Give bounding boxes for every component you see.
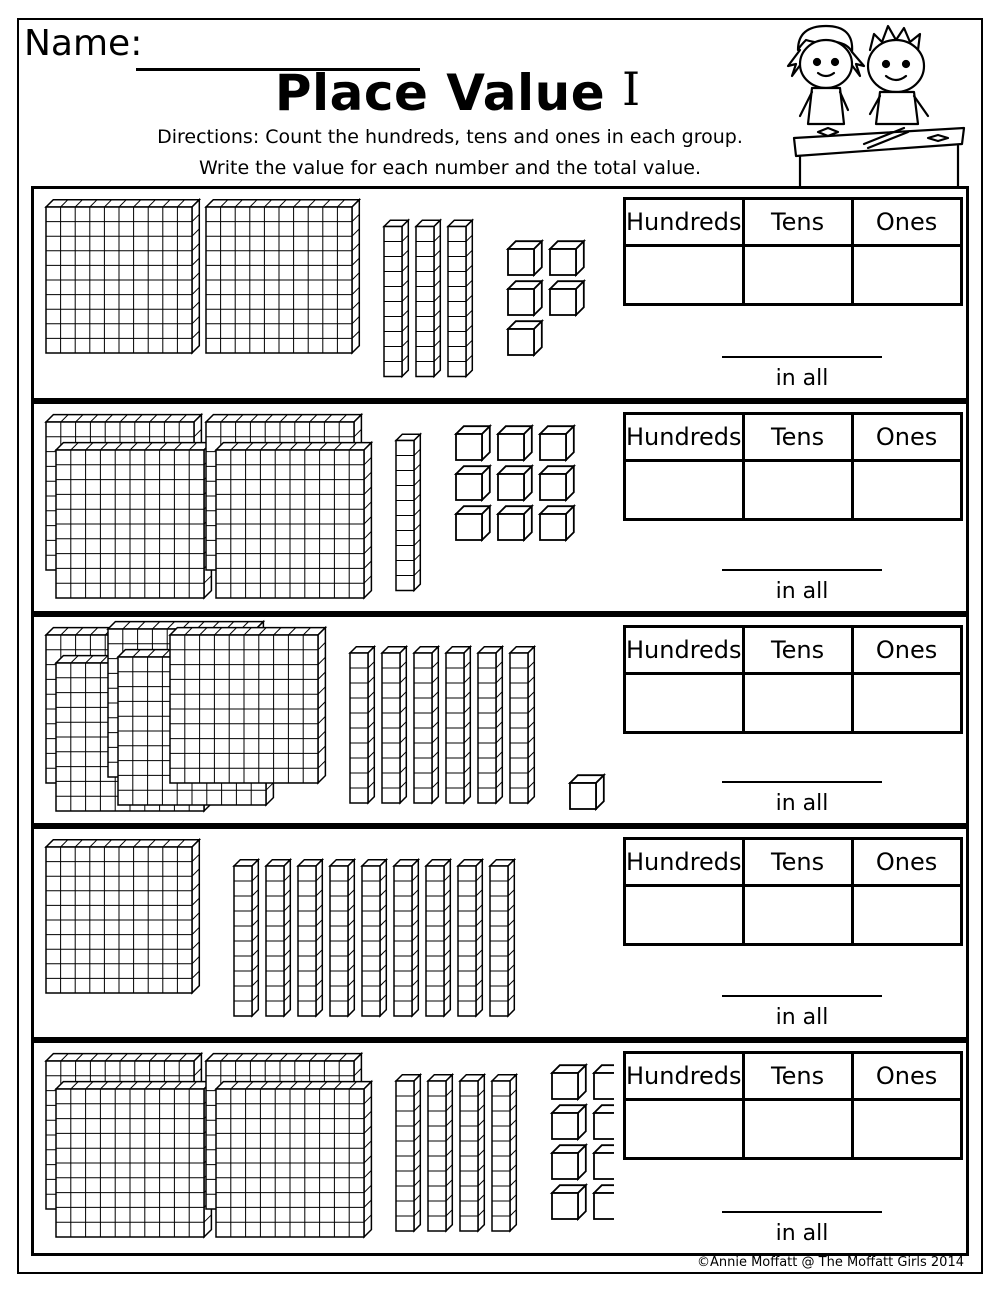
in-all-label: in all — [775, 366, 829, 391]
column-header-ones: Ones — [852, 199, 961, 246]
one-cube — [594, 1065, 614, 1099]
one-cube — [594, 1105, 614, 1139]
place-value-group — [31, 186, 969, 401]
hundreds-answer-cell[interactable] — [625, 1100, 744, 1159]
ten-rod — [460, 1075, 484, 1231]
one-cube — [594, 1185, 614, 1219]
page-title: Place Value — [274, 64, 606, 122]
place-value-table — [623, 625, 963, 734]
ten-rod — [384, 220, 408, 376]
one-cube — [594, 1145, 614, 1179]
hundreds-answer-cell[interactable] — [625, 886, 744, 945]
one-cube — [540, 466, 574, 500]
place-value-table — [623, 412, 963, 521]
hundred-flat — [206, 200, 359, 353]
hundreds-answer-cell[interactable] — [625, 674, 744, 733]
hundred-flat — [56, 443, 211, 598]
hundred-flat — [216, 443, 371, 598]
ones-answer-cell[interactable] — [852, 1100, 961, 1159]
one-cube — [550, 241, 584, 275]
one-cube — [570, 775, 604, 809]
column-header-ones: Ones — [852, 414, 961, 461]
place-value-group — [31, 826, 969, 1040]
column-header-ones: Ones — [852, 839, 961, 886]
ten-rod — [416, 220, 440, 376]
ones-answer-cell[interactable] — [852, 461, 961, 520]
one-cube — [456, 466, 490, 500]
tens-answer-cell[interactable] — [743, 674, 852, 733]
ten-rod — [396, 434, 420, 590]
base-ten-blocks — [34, 1043, 614, 1253]
ten-rod — [446, 647, 470, 803]
tens-answer-cell[interactable] — [743, 886, 852, 945]
copyright-notice: ©Annie Moffatt @ The Moffatt Girls 2014 — [696, 1255, 964, 1270]
total-answer-line[interactable] — [722, 995, 882, 997]
place-value-table — [623, 837, 963, 946]
column-header-hundreds: Hundreds — [625, 627, 744, 674]
one-cube — [540, 426, 574, 460]
place-value-table — [623, 1051, 963, 1160]
one-cube — [552, 1105, 586, 1139]
hundred-flat — [46, 200, 199, 353]
ten-rod — [362, 860, 386, 1016]
one-cube — [498, 466, 532, 500]
ten-rod — [478, 647, 502, 803]
ten-rod — [350, 647, 374, 803]
ones-answer-cell[interactable] — [852, 886, 961, 945]
ten-rod — [382, 647, 406, 803]
column-header-hundreds: Hundreds — [625, 199, 744, 246]
place-value-table — [623, 197, 963, 306]
one-cube — [552, 1065, 586, 1099]
ones-answer-cell[interactable] — [852, 246, 961, 305]
in-all-label: in all — [775, 791, 829, 816]
hundreds-answer-cell[interactable] — [625, 461, 744, 520]
place-value-group — [31, 614, 969, 826]
tens-answer-cell[interactable] — [743, 246, 852, 305]
ten-rod — [428, 1075, 452, 1231]
ones-answer-cell[interactable] — [852, 674, 961, 733]
hundred-flat — [46, 840, 199, 993]
hundred-flat — [56, 1082, 211, 1237]
one-cube — [508, 281, 542, 315]
column-header-tens: Tens — [743, 1053, 852, 1100]
column-header-hundreds: Hundreds — [625, 839, 744, 886]
directions-line-1: Directions: Count the hundreds, tens and ones in each group. — [157, 126, 743, 148]
kids-illustration — [778, 20, 968, 188]
ten-rod — [510, 647, 534, 803]
tens-answer-cell[interactable] — [743, 1100, 852, 1159]
total-answer-line[interactable] — [722, 356, 882, 358]
base-ten-blocks — [34, 829, 614, 1037]
column-header-hundreds: Hundreds — [625, 1053, 744, 1100]
ten-rod — [414, 647, 438, 803]
total-answer-line[interactable] — [722, 1211, 882, 1213]
base-ten-blocks — [34, 404, 614, 611]
ten-rod — [492, 1075, 516, 1231]
column-header-ones: Ones — [852, 627, 961, 674]
ten-rod — [298, 860, 322, 1016]
ten-rod — [234, 860, 258, 1016]
one-cube — [456, 426, 490, 460]
one-cube — [508, 241, 542, 275]
ten-rod — [330, 860, 354, 1016]
one-cube — [540, 506, 574, 540]
column-header-ones: Ones — [852, 1053, 961, 1100]
one-cube — [456, 506, 490, 540]
base-ten-blocks — [34, 189, 614, 398]
one-cube — [552, 1145, 586, 1179]
column-header-tens: Tens — [743, 627, 852, 674]
column-header-tens: Tens — [743, 839, 852, 886]
in-all-label: in all — [775, 579, 829, 604]
one-cube — [508, 321, 542, 355]
tens-answer-cell[interactable] — [743, 461, 852, 520]
one-cube — [552, 1185, 586, 1219]
total-answer-line[interactable] — [722, 569, 882, 571]
one-cube — [550, 281, 584, 315]
ten-rod — [266, 860, 290, 1016]
place-value-group — [31, 401, 969, 614]
place-value-group — [31, 1040, 969, 1256]
column-header-tens: Tens — [743, 199, 852, 246]
ten-rod — [458, 860, 482, 1016]
ten-rod — [448, 220, 472, 376]
column-header-hundreds: Hundreds — [625, 414, 744, 461]
in-all-label: in all — [775, 1005, 829, 1030]
hundreds-answer-cell[interactable] — [625, 246, 744, 305]
column-header-tens: Tens — [743, 414, 852, 461]
in-all-label: in all — [775, 1221, 829, 1246]
directions-line-2: Write the value for each number and the total value. — [198, 157, 701, 179]
base-ten-blocks — [34, 617, 614, 823]
hundred-flat — [170, 628, 325, 783]
ten-rod — [394, 860, 418, 1016]
hundred-flat — [216, 1082, 371, 1237]
total-answer-line[interactable] — [722, 781, 882, 783]
ten-rod — [396, 1075, 420, 1231]
one-cube — [498, 426, 532, 460]
ten-rod — [426, 860, 450, 1016]
name-label: Name: — [24, 23, 143, 64]
ten-rod — [490, 860, 514, 1016]
one-cube — [498, 506, 532, 540]
title-level: I — [622, 62, 641, 116]
